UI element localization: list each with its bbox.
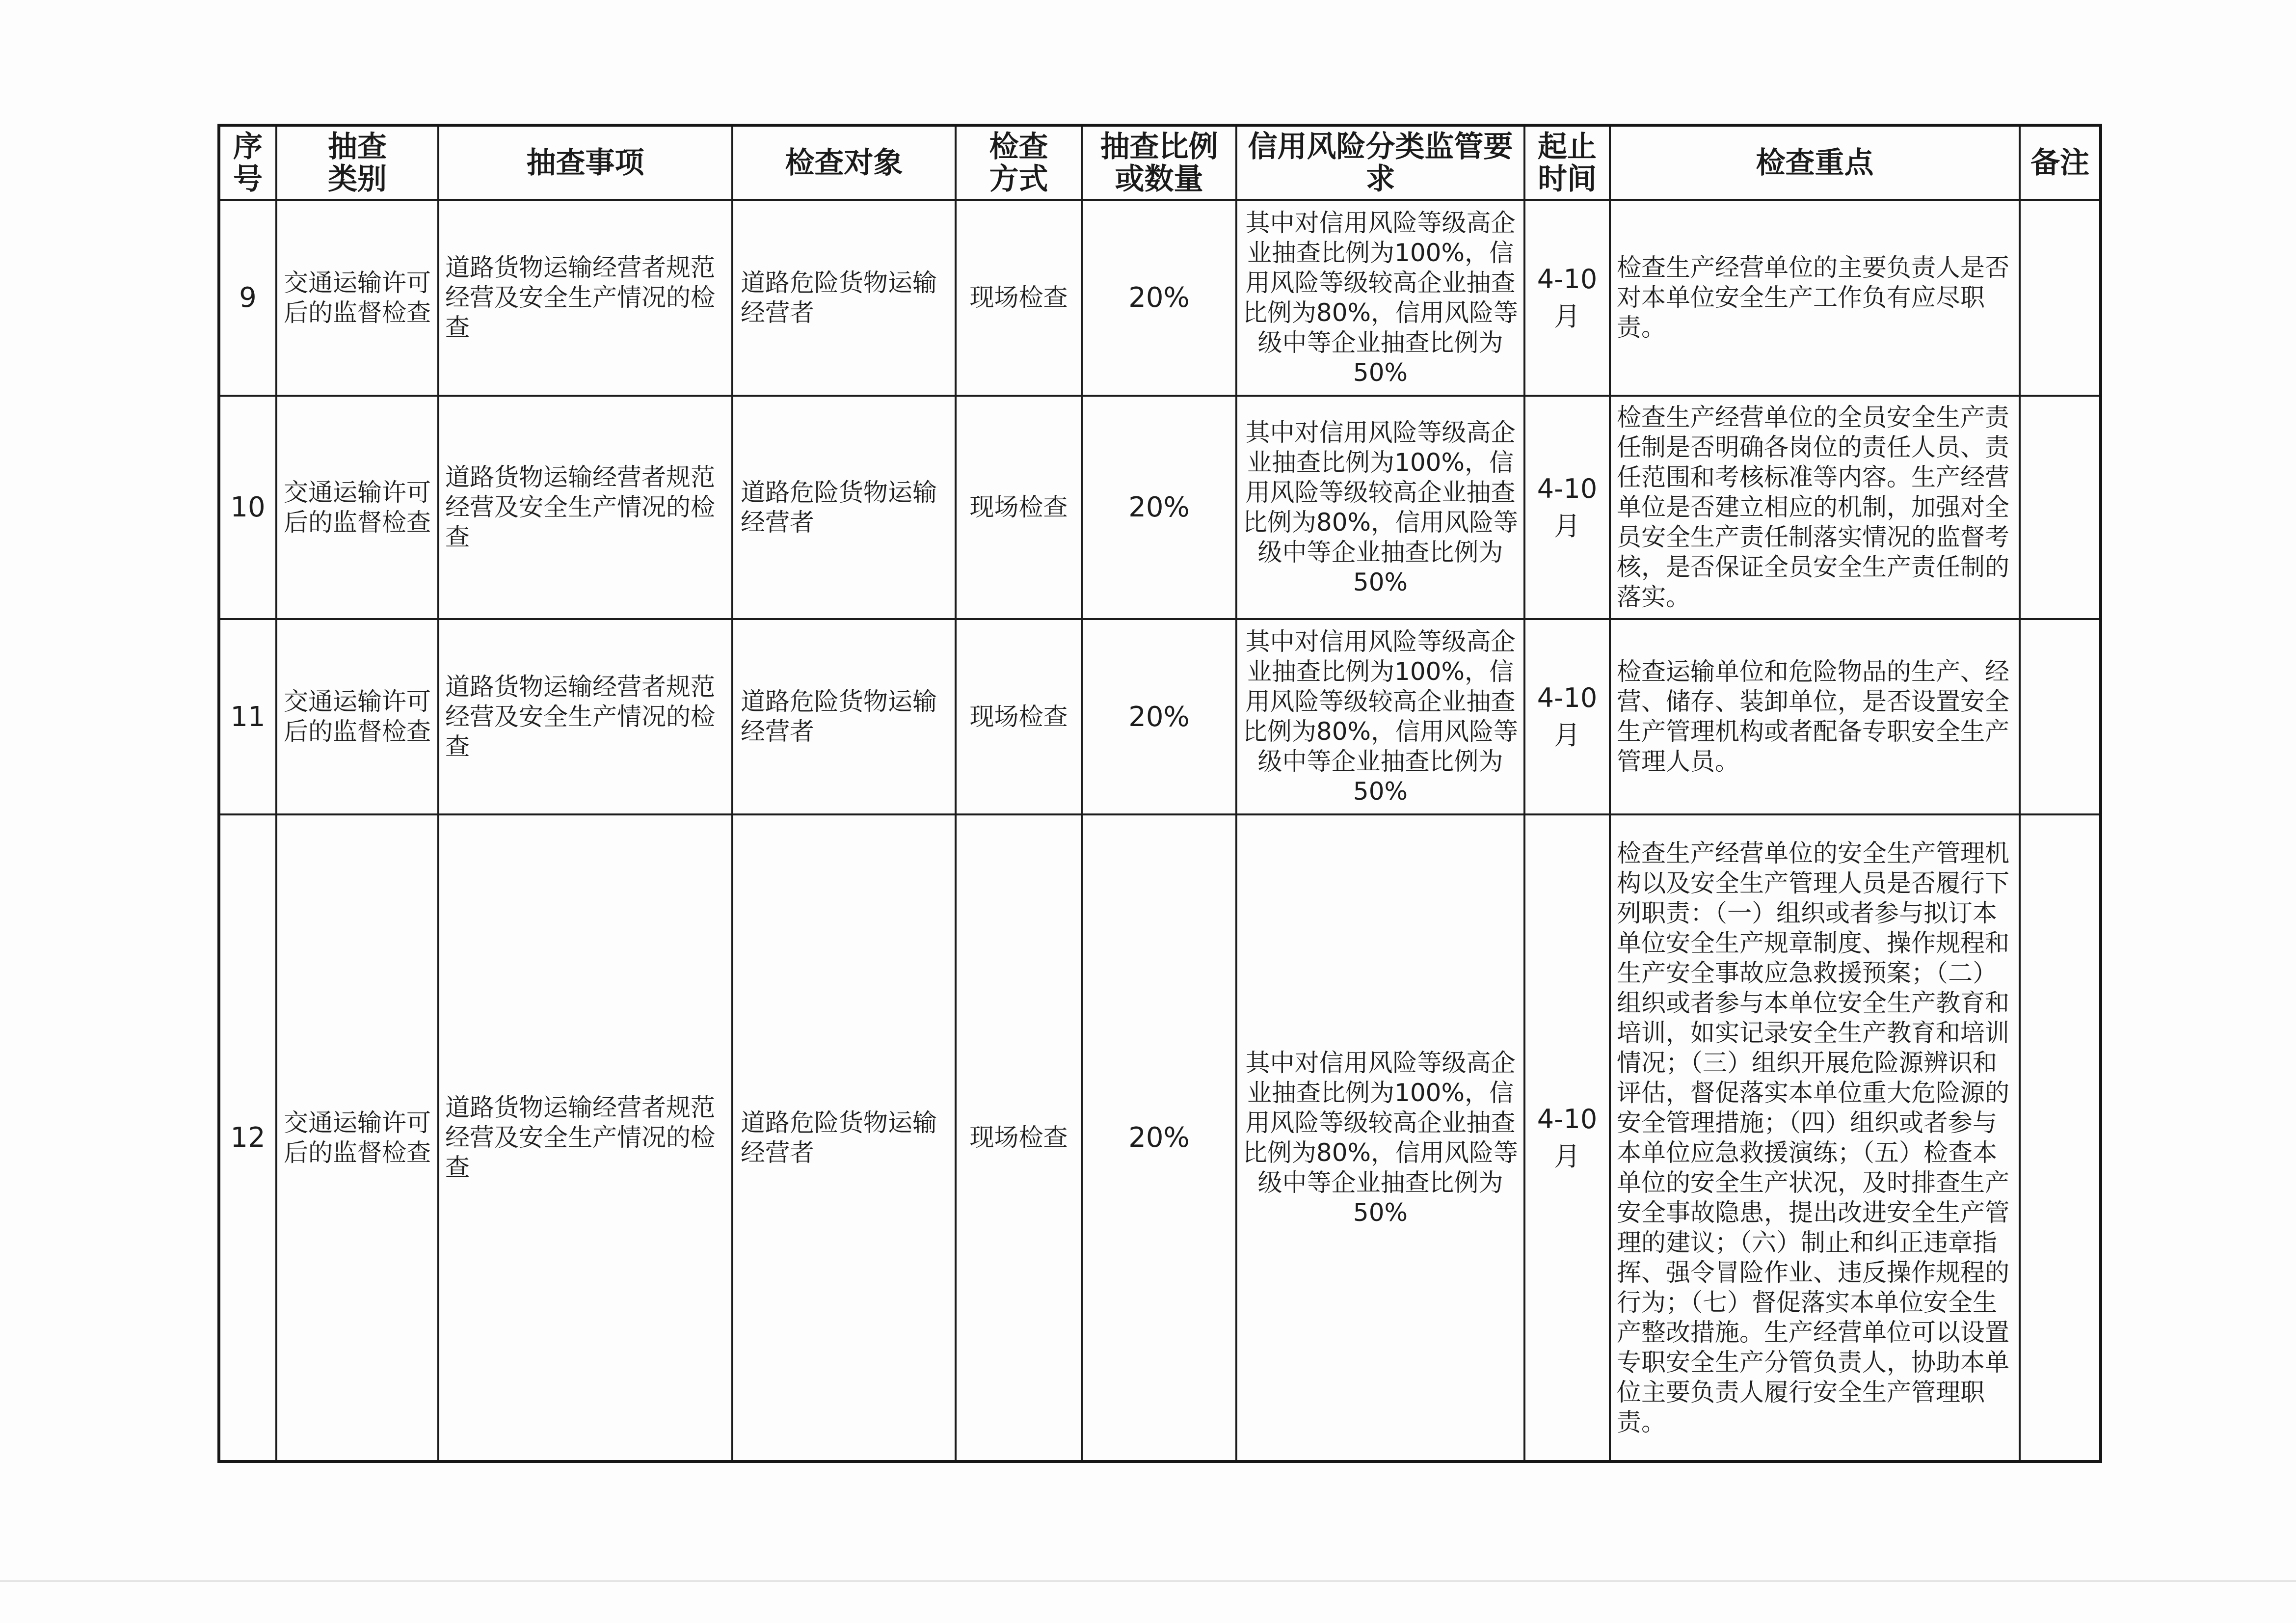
cell-period: 4-10月 [1524, 200, 1610, 396]
header-item [438, 125, 732, 200]
cell-period: 4-10月 [1524, 814, 1610, 1461]
cell-category: 交通运输许可后的监督检查 [276, 619, 438, 814]
header-remarks [2020, 125, 2101, 200]
cell-credit: 其中对信用风险等级高企业抽查比例为100%，信用风险等级较高企业抽查比例为80%，信用风险等级中等企业抽查比例为50% [1236, 396, 1524, 619]
header-focus [1610, 125, 2020, 200]
cell-ratio: 20% [1082, 200, 1236, 396]
header-line: 检查重点 [1756, 145, 1874, 180]
table-row [219, 814, 2101, 1461]
cell-credit: 其中对信用风险等级高企业抽查比例为100%，信用风险等级较高企业抽查比例为80%，信用风险等级中等企业抽查比例为50% [1236, 200, 1524, 396]
header-credit [1236, 125, 1524, 200]
header-line: 抽查 [328, 129, 387, 164]
header-line: 序 [233, 129, 263, 164]
cell-focus: 检查生产经营单位的全员安全生产责任制是否明确各岗位的责任人员、责任范围和考核标准等内容。生产经营单位是否建立相应的机制，加强对全员安全生产责任制落实情况的监督考核，是否保证全员安全生产责任制的落实。 [1610, 396, 2020, 619]
cell-focus: 检查生产经营单位的安全生产管理机构以及安全生产管理人员是否履行下列职责：（一）组织或者参与拟订本单位安全生产规章制度、操作规程和生产安全事故应急救援预案；（二）组织或者参与本单位安全生产教育和培训，如实记录安全生产教育和培训情况；（三）组织开展危险源辨识和评估，督促落实本单位重大危险源的安全管理措施；（四）组织或者参与本单位应急救援演练；（五）检查本单位的安全生产状况，及时排查生产安全事故隐患，提出改进安全生产管理的建议；（六）制止和纠正违章指挥、强令冒险作业、违反操作规程的行为；（七）督促落实本单位安全生产整改措施。生产经营单位可以设置专职安全生产分管负责人，协助本单位主要负责人履行安全生产管理职责。 [1610, 814, 2020, 1461]
cell-method: 现场检查 [956, 396, 1082, 619]
inspection-table [217, 124, 2102, 1463]
cell-credit: 其中对信用风险等级高企业抽查比例为100%，信用风险等级较高企业抽查比例为80%，信用风险等级中等企业抽查比例为50% [1236, 619, 1524, 814]
header-line: 抽查事项 [526, 145, 644, 180]
header-target [732, 125, 956, 200]
cell-seq: 12 [219, 814, 276, 1461]
header-line: 求 [1365, 162, 1395, 196]
cell-item: 道路货物运输经营者规范经营及安全生产情况的检查 [438, 814, 732, 1461]
cell-item: 道路货物运输经营者规范经营及安全生产情况的检查 [438, 396, 732, 619]
cell-remarks [2020, 814, 2101, 1461]
cell-seq: 10 [219, 396, 276, 619]
cell-remarks [2020, 200, 2101, 396]
header-line: 或数量 [1115, 162, 1203, 196]
cell-ratio: 20% [1082, 814, 1236, 1461]
cell-category: 交通运输许可后的监督检查 [276, 396, 438, 619]
cell-remarks [2020, 396, 2101, 619]
header-line: 号 [233, 162, 263, 196]
header-line: 类别 [328, 162, 387, 196]
cell-focus: 检查运输单位和危险物品的生产、经营、储存、装卸单位，是否设置安全生产管理机构或者配备专职安全生产管理人员。 [1610, 619, 2020, 814]
cell-seq: 11 [219, 619, 276, 814]
header-line: 起止 [1538, 129, 1597, 164]
header-line: 检查 [989, 129, 1048, 164]
header-row [219, 125, 2101, 200]
header-line: 抽查比例 [1100, 129, 1218, 164]
cell-category: 交通运输许可后的监督检查 [276, 814, 438, 1461]
cell-item: 道路货物运输经营者规范经营及安全生产情况的检查 [438, 619, 732, 814]
table-row [219, 396, 2101, 619]
header-period [1524, 125, 1610, 200]
cell-method: 现场检查 [956, 200, 1082, 396]
header-seq [219, 125, 276, 200]
cell-period: 4-10月 [1524, 396, 1610, 619]
cell-target: 道路危险货物运输经营者 [732, 200, 956, 396]
cell-seq: 9 [219, 200, 276, 396]
cell-remarks [2020, 619, 2101, 814]
header-category [276, 125, 438, 200]
cell-item: 道路货物运输经营者规范经营及安全生产情况的检查 [438, 200, 732, 396]
cell-target: 道路危险货物运输经营者 [732, 814, 956, 1461]
cell-period: 4-10月 [1524, 619, 1610, 814]
cell-target: 道路危险货物运输经营者 [732, 619, 956, 814]
table-row [219, 200, 2101, 396]
header-line: 信用风险分类监管要 [1248, 129, 1513, 164]
cell-method: 现场检查 [956, 619, 1082, 814]
header-line: 检查对象 [785, 145, 903, 180]
cell-category: 交通运输许可后的监督检查 [276, 200, 438, 396]
cell-credit: 其中对信用风险等级高企业抽查比例为100%，信用风险等级较高企业抽查比例为80%，信用风险等级中等企业抽查比例为50% [1236, 814, 1524, 1461]
header-method [956, 125, 1082, 200]
scan-artifact-line [0, 1580, 2296, 1582]
header-ratio [1082, 125, 1236, 200]
cell-method: 现场检查 [956, 814, 1082, 1461]
header-line: 备注 [2030, 145, 2089, 180]
cell-target: 道路危险货物运输经营者 [732, 396, 956, 619]
cell-focus: 检查生产经营单位的主要负责人是否对本单位安全生产工作负有应尽职责。 [1610, 200, 2020, 396]
cell-ratio: 20% [1082, 619, 1236, 814]
cell-ratio: 20% [1082, 396, 1236, 619]
header-line: 方式 [989, 162, 1048, 196]
header-line: 时间 [1538, 162, 1597, 196]
table-row [219, 619, 2101, 814]
